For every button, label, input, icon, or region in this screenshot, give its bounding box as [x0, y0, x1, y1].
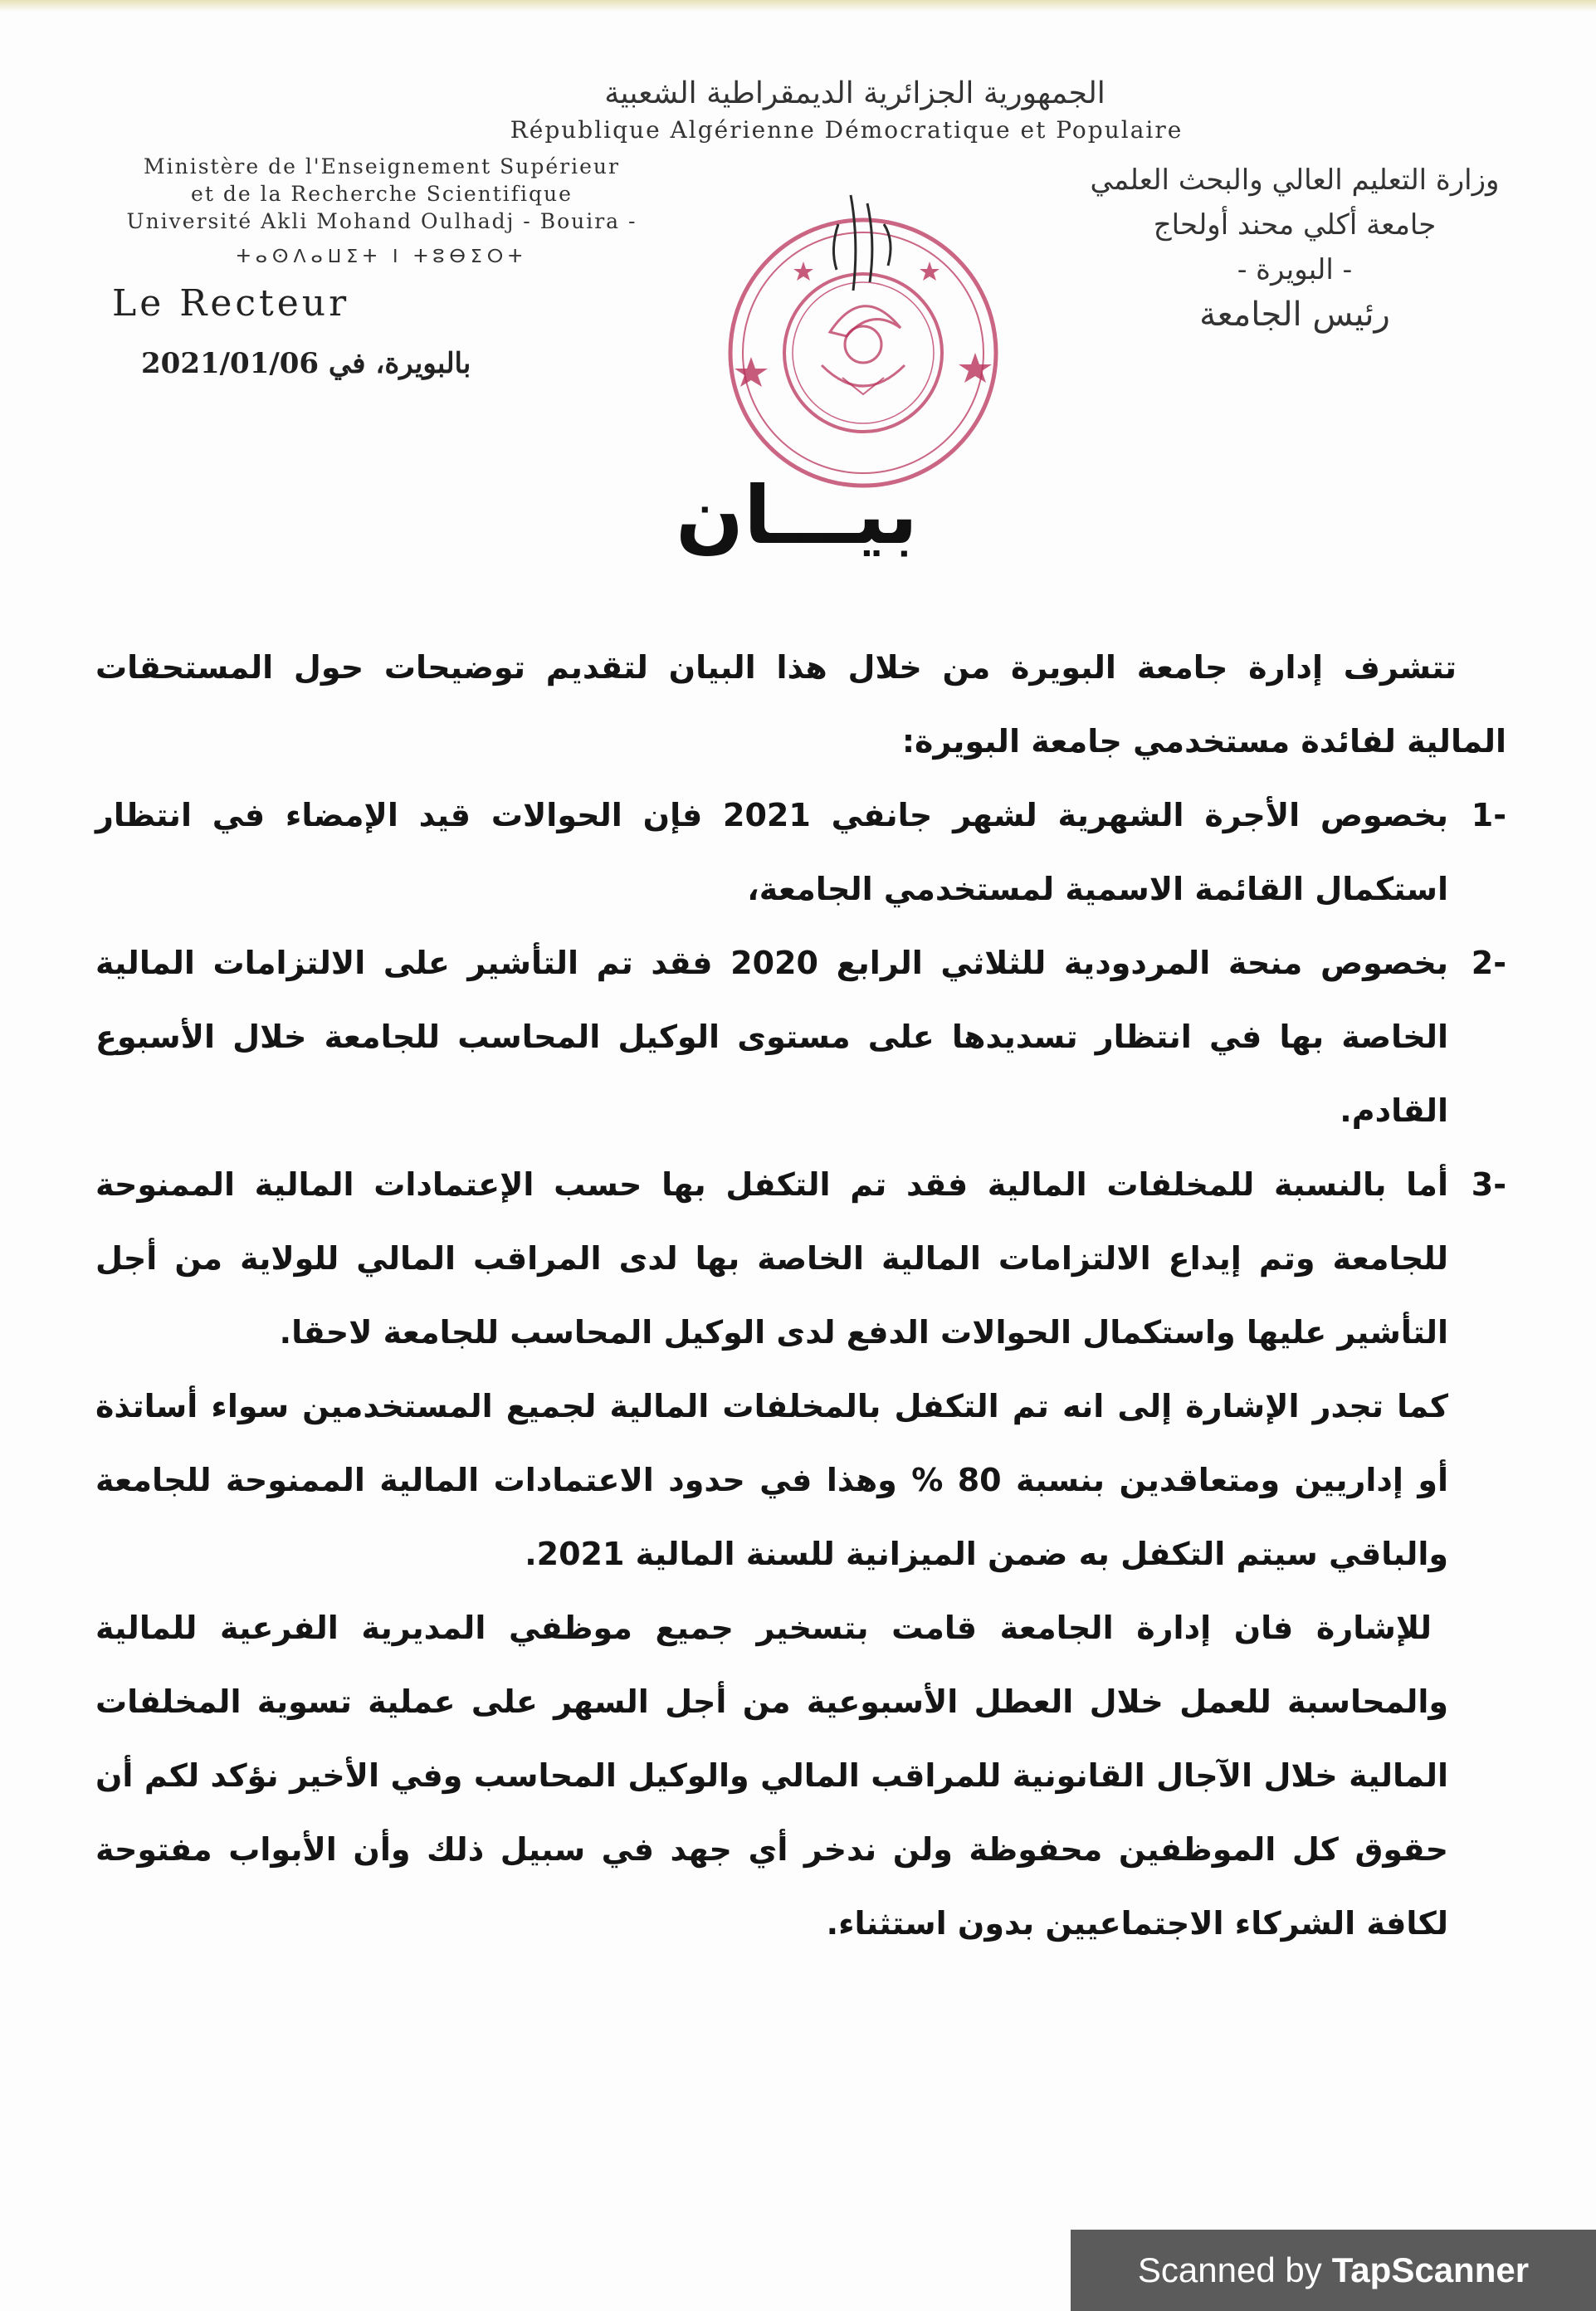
list-item-number: -2	[1471, 945, 1506, 981]
city-arabic: - البويرة -	[1237, 253, 1353, 286]
scanner-watermark	[1071, 2230, 1596, 2311]
recteur-french: Le Recteur	[112, 282, 350, 325]
page-edge-shadow	[0, 0, 1596, 12]
university-arabic: جامعة أكلي محند أولحاج	[1153, 208, 1437, 242]
list-item	[95, 779, 1506, 926]
university-tifinagh: ⵜⴰⵙⴷⴰⵡⵉⵜ ⵏ ⵜⵓⴱⵉⵔⵜ	[236, 247, 528, 267]
ministry-french-line1: Ministère de l'Enseignement Supérieur	[144, 154, 620, 178]
french-letterhead	[91, 153, 672, 271]
ministry-arabic: وزارة التعليم العالي والبحث العلمي	[1090, 164, 1500, 197]
list-item-text: بخصوص منحة المردودية للثلاثي الرابع 2020 فقد تم التأشير على الالتزامات المالية الخاصة بها في انتظار تسديدها على مستوى الوكيل المحاسب للجامعة خلال الأسبوع القادم.	[95, 945, 1449, 1129]
scanner-brand: TapScanner	[1331, 2250, 1530, 2289]
university-french: Université Akli Mohand Oulhadj - Bouira -	[126, 209, 637, 233]
ministry-french-line2: et de la Recherche Scientifique	[191, 182, 573, 206]
list-item-text: أما بالنسبة للمخلفات المالية فقد تم التكفل بها حسب الإعتمادات المالية الممنوحة للجامعة وتم إيداع الالتزامات المالية الخاصة بها لدى المراقب المالي للولاية من أجل التأشير عليها واستكمال الحوالات الدفع لدى الوكيل المحاسب للجامعة لاحقا.	[95, 1166, 1448, 1351]
closing-paragraph: للإشارة فان إدارة الجامعة قامت بتسخير جميع موظفي المديرية الفرعية للمالية والمحاسبة للعمل خلال العطل الأسبوعية من أجل السهر على عملية تسوية المخلفات المالية خلال الآجال القانونية للمراقب المالي والوكيل المحاسب وفي الأخير نؤكد لكم أن حقوق كل الموظفين محفوظة ولن ندخر أي جهد في سبيل ذلك وأن الأبواب مفتوحة لكافة الشركاء الاجتماعيين بدون استثناء.	[95, 1610, 1448, 1942]
recteur-arabic: رئيس الجامعة	[1199, 296, 1390, 334]
scanner-prefix: Scanned by	[1137, 2250, 1322, 2289]
note-paragraph: كما تجدر الإشارة إلى انه تم التكفل بالمخلفات المالية لجميع المستخدمين سواء أساتذة أو إداريين ومتعاقدين بنسبة 80 % وهذا في حدود الاعتمادات المالية الممنوحة للجامعة والباقي سيتم التكفل به ضمن الميزانية للسنة المالية 2021.	[95, 1388, 1449, 1572]
list-item	[95, 1148, 1506, 1370]
arabic-letterhead	[1029, 158, 1560, 337]
list-item-text: بخصوص الأجرة الشهرية لشهر جانفي 2021 فإن الحوالات قيد الإمضاء في انتظار استكمال القائمة الاسمية لمستخدمي الجامعة،	[95, 797, 1448, 907]
list-item	[95, 926, 1506, 1148]
document-title: بيـــان	[676, 469, 918, 562]
official-seal-icon	[705, 191, 1021, 506]
document-body	[95, 631, 1506, 1961]
list-item-number: -3	[1471, 1166, 1506, 1203]
date-line: بالبويرة، في 2021/01/06	[141, 347, 471, 380]
republic-arabic: الجمهورية الجزائرية الديمقراطية الشعبية	[604, 76, 1105, 110]
republic-french: République Algérienne Démocratique et Populaire	[510, 116, 1184, 144]
intro-paragraph: تتشرف إدارة جامعة البويرة من خلال هذا البيان لتقديم توضيحات حول المستحقات المالية لفائدة مستخدمي جامعة البويرة:	[95, 649, 1506, 760]
list-item-number: -1	[1471, 797, 1506, 833]
